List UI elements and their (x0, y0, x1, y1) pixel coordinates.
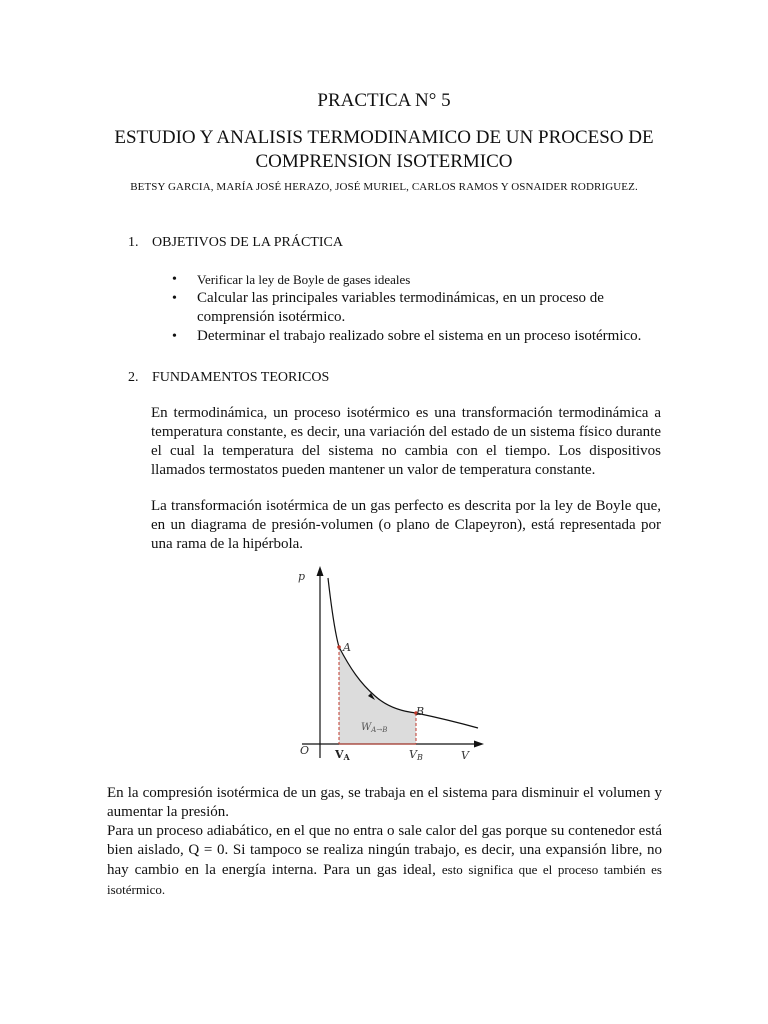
x-axis-label: V (461, 749, 469, 762)
paragraph-isotermico: En termodinámica, un proceso isotérmico es una transformación termodinámica a temperatura constante, es decir, una variación del estado de un sistema físico durante el cual la temperatura del sistema no cambia con el tiempo. Los dispositivos llamados termostatos pueden mantener un valor de temperatura constante. (151, 405, 661, 478)
objectives-list (172, 270, 662, 346)
list-item: • Calcular las principales variables termodinámicas, en un proceso de comprensión isotérmico. (172, 289, 662, 327)
subtitle-line-1: ESTUDIO Y ANALISIS TERMODINAMICO DE UN PROCESO DE (114, 127, 654, 148)
list-item: • Verificar la ley de Boyle de gases ideales (172, 270, 662, 289)
origin-label: O (300, 744, 310, 757)
paragraph-adiabatico-tail: esto significa que el proceso también es isotérmico. (107, 862, 662, 897)
work-subscript: A→B (371, 726, 388, 734)
page-title: PRACTICA N° 5 (317, 90, 451, 111)
section-title: FUNDAMENTOS TEORICOS (152, 370, 330, 385)
point-b-label: B (416, 705, 425, 718)
x-axis-arrow (474, 741, 484, 748)
paragraph-adiabatico-main: Para un proceso adiabático, en el que no entra o sale calor del gas porque su contenedor está bien aislado, Q = 0. Si tampoco se realiza ningún trabajo, es decir, una expansión libre, no hay cambio en la energía interna. Para un gas ideal, (107, 823, 662, 878)
vb-label: VB (409, 748, 423, 762)
work-label: $W_{A\to B}$ (361, 722, 388, 734)
section-number: 2. (128, 370, 139, 385)
y-axis-arrow (317, 566, 324, 576)
pv-diagram (280, 558, 490, 768)
paragraph-boyle: La transformación isotérmica de un gas perfecto es descrita por la ley de Boyle que, en un diagrama de presión-volumen (o plano de Clapeyron), está representada por una rama de la hipérbola. (151, 498, 661, 552)
authors-line: BETSY GARCIA, MARÍA JOSÉ HERAZO, JOSÉ MURIEL, CARLOS RAMOS Y OSNAIDER RODRIGUEZ. (130, 181, 638, 193)
list-item: • Determinar el trabajo realizado sobre el sistema en un proceso isotérmico. (172, 327, 662, 346)
va-label: VA (335, 748, 350, 762)
section-title: OBJETIVOS DE LA PRÁCTICA (152, 235, 343, 250)
y-axis-label: p (298, 570, 306, 583)
subtitle-line-2: COMPRENSION ISOTERMICO (255, 151, 513, 172)
section-number: 1. (128, 235, 139, 250)
paragraph-adiabatico (107, 822, 662, 900)
point-a-label: A (343, 641, 351, 654)
page-subtitle (0, 126, 768, 174)
paragraph-compresion: En la compresión isotérmica de un gas, se trabaja en el sistema para disminuir el volumen y aumentar la presión. (107, 785, 662, 820)
point-a (337, 645, 341, 649)
section-heading-objetivos (128, 235, 343, 251)
section-heading-fundamentos (128, 370, 329, 386)
